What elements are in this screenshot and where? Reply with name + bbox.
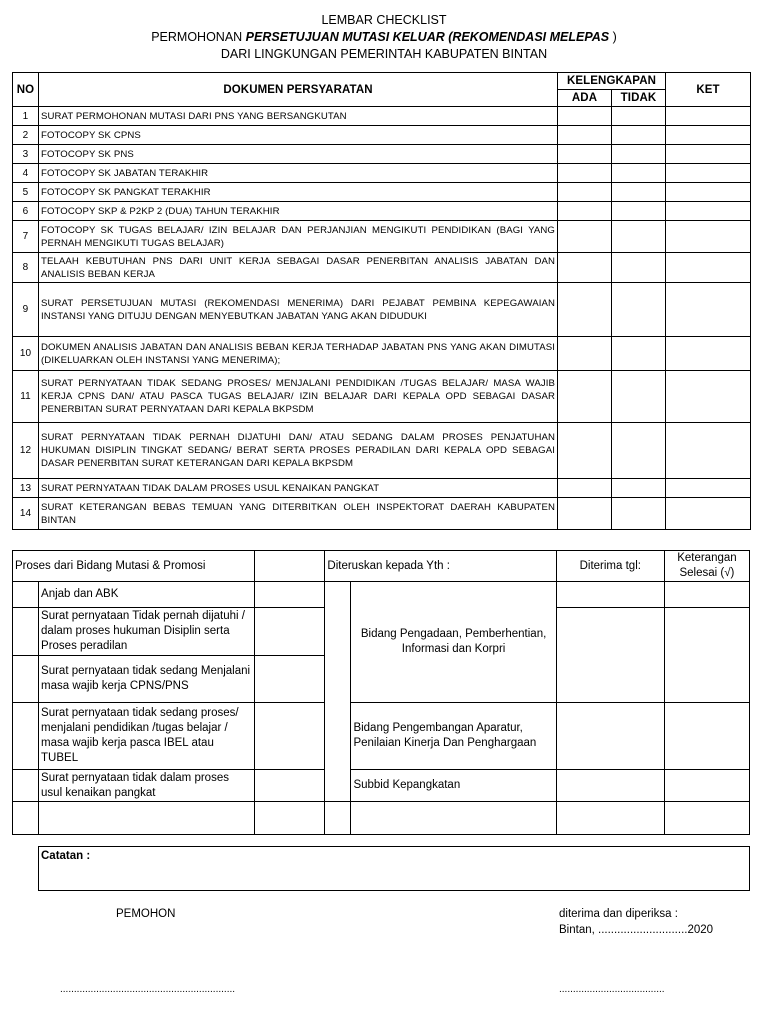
document-requirement: TELAAH KEBUTUHAN PNS DARI UNIT KERJA SEBAGAI DASAR PENERBITAN ANALISIS JABATAN DAN ANALISIS BEBAN KERJA	[39, 253, 558, 283]
row-number: 8	[13, 253, 39, 283]
document-requirement: DOKUMEN ANALISIS JABATAN DAN ANALISIS BEBAN KERJA TERHADAP JABATAN PNS YANG AKAN DIMUTASI (DIKELUARKAN OLEH INSTANSI YANG MENERIMA);	[39, 337, 558, 371]
applicant-label: PEMOHON	[116, 908, 176, 920]
row-number: 5	[13, 183, 39, 202]
tidak-check-cell[interactable]	[612, 202, 666, 221]
row-number: 3	[13, 145, 39, 164]
subtitle-prefix: PERMOHONAN	[151, 30, 243, 44]
check-cell[interactable]	[13, 582, 39, 608]
ada-check-cell[interactable]	[558, 183, 612, 202]
doc-subtitle	[0, 30, 768, 44]
row-number: 13	[13, 479, 39, 498]
checklist-row	[13, 371, 751, 423]
done-check-cell[interactable]	[664, 582, 749, 608]
col-keterangan-header: Keterangan Selesai (√)	[664, 551, 749, 582]
tidak-check-cell[interactable]	[612, 126, 666, 145]
document-requirement: FOTOCOPY SK TUGAS BELAJAR/ IZIN BELAJAR DAN PERJANJIAN MENGIKUTI PENDIDIKAN (BAGI YANG PERNAH MENGIKUTI TUGAS BELAJAR)	[39, 221, 558, 253]
tidak-check-cell[interactable]	[612, 337, 666, 371]
ket-cell[interactable]	[666, 283, 751, 337]
document-requirement: FOTOCOPY SK PANGKAT TERAKHIR	[39, 183, 558, 202]
check-cell[interactable]	[13, 608, 39, 656]
checklist-row	[13, 202, 751, 221]
blank-cell	[255, 703, 325, 770]
blank-cell	[351, 802, 556, 835]
blank-cell	[255, 608, 325, 656]
col-diteruskan-header: Diteruskan kepada Yth :	[325, 551, 556, 582]
blank-cell	[39, 802, 255, 835]
checklist-row	[13, 423, 751, 479]
row-number: 9	[13, 283, 39, 337]
checklist-row	[13, 221, 751, 253]
doc-subtitle-2: DARI LINGKUNGAN PEMERINTAH KABUPATEN BINTAN	[220, 47, 548, 61]
row-number: 14	[13, 498, 39, 530]
ada-check-cell[interactable]	[558, 164, 612, 183]
ket-cell[interactable]	[666, 107, 751, 126]
document-requirement: SURAT PERMOHONAN MUTASI DARI PNS YANG BERSANGKUTAN	[39, 107, 558, 126]
destination-1: Bidang Pengadaan, Pemberhentian, Informasi dan Korpri	[351, 582, 556, 703]
document-requirement: SURAT PERNYATAAN TIDAK PERNAH DIJATUHI DAN/ ATAU SEDANG DALAM PROSES PENJATUHAN HUKUMAN DISIPLIN TINGKAT SEDANG/ BERAT SERTA PROSES PERADILAN DARI KEPALA OPD SEBAGAI DASAR PENERBITAN SURAT KETERANGAN DARI KEPALA BKPSDM	[39, 423, 558, 479]
blank-cell	[255, 802, 325, 835]
col-diterima-header: Diterima tgl:	[556, 551, 664, 582]
col-ada-header: ADA	[558, 90, 612, 107]
receiver-signature-line[interactable]: ......................................	[559, 984, 665, 995]
document-requirement: SURAT PERNYATAAN TIDAK DALAM PROSES USUL KENAIKAN PANGKAT	[39, 479, 558, 498]
place-date-field[interactable]: Bintan, ............................2020	[559, 924, 714, 936]
checklist-row	[13, 479, 751, 498]
ket-cell[interactable]	[666, 145, 751, 164]
ket-cell[interactable]	[666, 479, 751, 498]
destination-3: Subbid Kepangkatan	[351, 770, 556, 802]
ada-check-cell[interactable]	[558, 498, 612, 530]
checklist-row	[13, 283, 751, 337]
ket-cell[interactable]	[666, 371, 751, 423]
ada-check-cell[interactable]	[558, 126, 612, 145]
tidak-check-cell[interactable]	[612, 498, 666, 530]
ket-cell[interactable]	[666, 498, 751, 530]
col-tidak-header: TIDAK	[612, 90, 666, 107]
col-kelengkapan-header: KELENGKAPAN	[558, 73, 666, 90]
done-check-cell[interactable]	[664, 703, 749, 770]
tidak-check-cell[interactable]	[612, 479, 666, 498]
ada-check-cell[interactable]	[558, 107, 612, 126]
row-number: 6	[13, 202, 39, 221]
checklist-table	[12, 72, 751, 530]
received-date-cell[interactable]	[556, 802, 664, 835]
row-number: 12	[13, 423, 39, 479]
ada-check-cell[interactable]	[558, 202, 612, 221]
row-number: 10	[13, 337, 39, 371]
ada-check-cell[interactable]	[558, 221, 612, 253]
blank-cell	[255, 582, 325, 608]
tidak-check-cell[interactable]	[612, 283, 666, 337]
row-number: 7	[13, 221, 39, 253]
checklist-row	[13, 107, 751, 126]
document-requirement: FOTOCOPY SKP & P2KP 2 (DUA) TAHUN TERAKHIR	[39, 202, 558, 221]
ket-cell[interactable]	[666, 183, 751, 202]
checklist-row	[13, 145, 751, 164]
received-date-cell[interactable]	[556, 608, 664, 703]
ket-cell[interactable]	[666, 202, 751, 221]
blank-header-cell	[255, 551, 325, 582]
ada-check-cell[interactable]	[558, 337, 612, 371]
process-item: Surat pernyataan tidak sedang proses/ menjalani pendidikan /tugas belajar / masa wajib kerja pasca IBEL atau TUBEL	[39, 703, 255, 770]
col-doc-header: DOKUMEN PERSYARATAN	[39, 73, 558, 107]
ada-check-cell[interactable]	[558, 283, 612, 337]
destination-2: Bidang Pengembangan Aparatur, Penilaian Kinerja Dan Penghargaan	[351, 703, 556, 770]
document-requirement: FOTOCOPY SK PNS	[39, 145, 558, 164]
document-requirement: FOTOCOPY SK JABATAN TERAKHIR	[39, 164, 558, 183]
check-cell[interactable]	[13, 656, 39, 703]
document-requirement: SURAT KETERANGAN BEBAS TEMUAN YANG DITERBITKAN OLEH INSPEKTORAT DAERAH KABUPATEN BINTAN	[39, 498, 558, 530]
check-cell[interactable]	[13, 703, 39, 770]
ket-cell[interactable]	[666, 253, 751, 283]
blank-cell	[255, 770, 325, 802]
blank-cell	[325, 802, 351, 835]
ada-check-cell[interactable]	[558, 479, 612, 498]
checklist-row	[13, 164, 751, 183]
tidak-check-cell[interactable]	[612, 253, 666, 283]
ada-check-cell[interactable]	[558, 253, 612, 283]
done-check-cell[interactable]	[664, 770, 749, 802]
row-number: 11	[13, 371, 39, 423]
checklist-row	[13, 183, 751, 202]
blank-cell	[325, 582, 351, 802]
doc-title: LEMBAR CHECKLIST	[321, 13, 447, 27]
check-cell[interactable]	[13, 770, 39, 802]
process-item: Anjab dan ABK	[39, 582, 255, 608]
ket-cell[interactable]	[666, 221, 751, 253]
process-item: Surat pernyataan Tidak pernah dijatuhi / dalam proses hukuman Disiplin serta Proses peradilan	[39, 608, 255, 656]
ada-check-cell[interactable]	[558, 145, 612, 164]
checklist-row	[13, 126, 751, 145]
process-item: Surat pernyataan tidak dalam proses usul kenaikan pangkat	[39, 770, 255, 802]
notes-field[interactable]	[39, 847, 750, 891]
tidak-check-cell[interactable]	[612, 371, 666, 423]
ket-cell[interactable]	[666, 126, 751, 145]
received-date-cell[interactable]	[556, 703, 664, 770]
tidak-check-cell[interactable]	[612, 423, 666, 479]
done-check-cell[interactable]	[664, 802, 749, 835]
applicant-signature-line[interactable]: ...............................................................	[60, 984, 236, 995]
process-table	[12, 550, 750, 835]
row-number: 4	[13, 164, 39, 183]
received-date-cell[interactable]	[556, 582, 664, 608]
ket-cell[interactable]	[666, 337, 751, 371]
ada-check-cell[interactable]	[558, 371, 612, 423]
subtitle-suffix: )	[612, 30, 617, 44]
notes-label: Catatan :	[41, 850, 91, 862]
checklist-row	[13, 498, 751, 530]
ket-cell[interactable]	[666, 164, 751, 183]
row-number: 2	[13, 126, 39, 145]
process-item: Surat pernyataan tidak sedang Menjalani masa wajib kerja CPNS/PNS	[39, 656, 255, 703]
blank-cell	[255, 656, 325, 703]
subtitle-emphasis: PERSETUJUAN MUTASI KELUAR (REKOMENDASI MELEPAS	[245, 30, 610, 44]
checklist-row	[13, 253, 751, 283]
notes-box	[38, 846, 750, 891]
col-ket-header: KET	[666, 73, 751, 107]
received-date-cell[interactable]	[556, 770, 664, 802]
tidak-check-cell[interactable]	[612, 183, 666, 202]
checklist-row	[13, 337, 751, 371]
tidak-check-cell[interactable]	[612, 164, 666, 183]
document-requirement: FOTOCOPY SK CPNS	[39, 126, 558, 145]
col-no-header: NO	[13, 73, 39, 107]
document-requirement: SURAT PERNYATAAN TIDAK SEDANG PROSES/ MENJALANI PENDIDIKAN /TUGAS BELAJAR/ MASA WAJIB KERJA CPNS DAN/ ATAU PASCA TUGAS BELAJAR/ IZIN BELAJAR DARI KEPALA OPD SEBAGAI DASAR PENERBITAN SURAT PERNYATAAN DARI KEPALA BKPSDM	[39, 371, 558, 423]
tidak-check-cell[interactable]	[612, 107, 666, 126]
ket-cell[interactable]	[666, 423, 751, 479]
received-label: diterima dan diperiksa :	[559, 908, 678, 920]
check-cell[interactable]	[13, 802, 39, 835]
done-check-cell[interactable]	[664, 608, 749, 703]
tidak-check-cell[interactable]	[612, 145, 666, 164]
col-proses-header: Proses dari Bidang Mutasi & Promosi	[13, 551, 255, 582]
row-number: 1	[13, 107, 39, 126]
tidak-check-cell[interactable]	[612, 221, 666, 253]
ada-check-cell[interactable]	[558, 423, 612, 479]
document-requirement: SURAT PERSETUJUAN MUTASI (REKOMENDASI MENERIMA) DARI PEJABAT PEMBINA KEPEGAWAIAN INSTANSI YANG DITUJU DENGAN MENYEBUTKAN JABATAN YANG AKAN DIDUDUKI	[39, 283, 558, 337]
